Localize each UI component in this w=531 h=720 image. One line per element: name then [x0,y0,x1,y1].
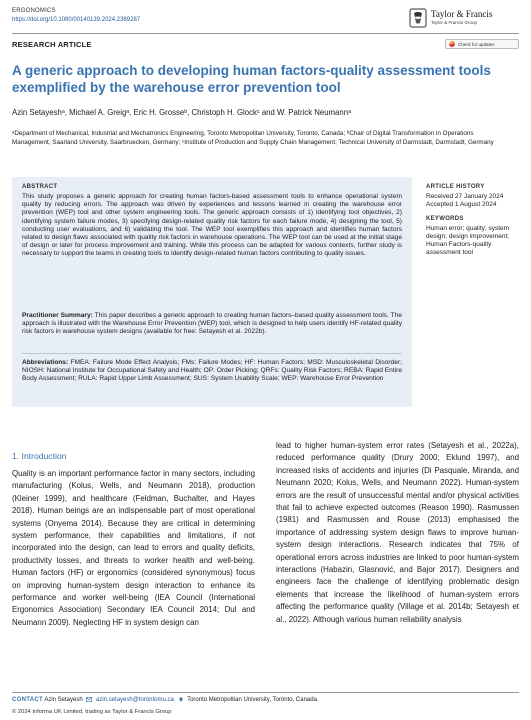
accepted-date: Accepted 1 August 2024 [426,201,497,208]
copyright: © 2024 Informa UK Limited, trading as Taylor & Francis Group [12,709,172,715]
location-icon [178,697,184,702]
contact-name: Azin Setayesh [44,697,83,704]
practitioner-text: This paper describes a generic approach to creating human factors–based quality assessment tools. The approach is illustrated with the Warehouse Error Prevention (WEP) tool, which is designed to help users identify HF-related quality risk factors in warehouse system designs (available for free: Setayesh et al. 2022b). [22,312,402,336]
publisher-logo [409,6,519,30]
check-updates-icon [449,41,455,47]
abstract-heading: ABSTRACT [22,184,58,190]
abbreviations-divider [22,353,402,354]
abbreviations-label: Abbreviations: [22,359,69,366]
article-history-heading: ARTICLE HISTORY [426,184,485,190]
doi-link[interactable]: https://doi.org/10.1080/00140139.2024.2389287 [12,17,141,23]
paper-title: A generic approach to developing human factors-quality assessment tools exemplified by the warehouse error prevention tool [12,63,491,95]
abbreviations [22,359,402,384]
practitioner-summary [22,312,402,337]
keywords-list: Human error; quality; system design; design improvement; Human Factors-quality assessment tool [426,225,510,256]
practitioner-label: Practitioner Summary: [22,312,93,319]
check-updates-label: Check for updates [458,41,495,47]
article-type: RESEARCH ARTICLE [12,40,92,49]
contact-label: CONTACT [12,697,43,704]
author-list: Azin Setayeshᵃ, Michael A. Greigᵃ, Eric H. Grosseᵇ, Christoph H. Glockᶜ and W. Patrick Neumannᵃ [12,108,351,117]
intro-right-column: lead to higher human-system error rates (Setayesh et al., 2022a), reduced performance quality (Drury 2000; Eklund 1997), and increased risks of accidents and injuries (Di Pasquale, Miranda, and Neumann 2020; Kolus, Wells, and Neumann 2022). Human-system errors are the result of unsuccessful mental and/or physical activities that fail to achieve expected outcomes (Reason 1990). Rasmussen (1981) and Rasmussen and Rouse (2013) emphasised the importance of addressing system design flaws to improve human-system design interactions. Research indicates that 75% of operational errors across industries are linked to poor human-system interactions (Habazin, Glasnović, and Bajor 2017). Designers and engineers face the challenge of identifying problematic design elements that increase the likelihood of human-system errors affecting the performance quality (Village et al. 2014b; Setayesh et al., 2022). Although various human reliability analysis [276,441,519,624]
taylor-francis-icon [409,8,427,28]
publisher-name: Taylor & Francis [431,9,493,19]
footer-divider [12,692,519,693]
abbreviations-text: FMEA: Failure Mode Effect Analysis; FMs: Failure Modes; HF: Human Factors; MSD: Musculoskeletal Disorder; NIOSH: National Institute for Occupational Safety and Health; OP: Order Picking; QRFs: Quality Risk Factors; REBA: Rapid Entire Body Assessment; RULA: Rapid Upper Limb Assessment; SUS: System Usability Scale; WEP: Warehouse Error Prevention [22,359,402,383]
received-date: Received 27 January 2024 [426,193,504,200]
email-icon [86,697,92,702]
check-updates-button[interactable] [445,39,519,49]
contact-line [12,697,319,703]
keywords-heading: KEYWORDS [426,216,464,222]
affiliations: ᵃDepartment of Mechanical, Industrial and Mechatronics Engineering, Toronto Metropolitan University, Toronto, Canada; ᵇChair of Digital Transformation in Operations Management, Saarland University, Saarbruecken, Germany; ᶜInstitute of Production and Supply Chain Management, Technical University of Darmstadt, Darmstadt, Germany [12,130,494,146]
contact-email[interactable]: azin.setayesh@torontomu.ca [96,697,174,704]
intro-left-column: Quality is an important performance factor in many sectors, including manufacturing (Kolus, Wells, and Neumann 2018), production (Kleiner 1999), and healthcare (Feldman, Buchalter, and Hayes 2018). Human beings are an indispensable part of most operational systems (Onyema 2014). Because they are critical in determining system performance, their capabilities and limitations, if not incorporated into the design, can lead to errors and quality deficits, productivity losses, and threats to worker health and well-being. Human factors (HF) or ergonomics (considered synonymous) focus on improving human-system design interaction to enhance its performance and worker well-being (IEA Council (International Ergonomics Association) Secondary IEA Council 2014; Dul and Neumann 2009). Neglecting HF in system design can [12,469,255,627]
section-heading-introduction: 1. Introduction [12,451,67,461]
publisher-sub: Taylor & Francis Group [431,20,478,25]
contact-address: Toronto Metropolitan University, Toronto, Canada. [187,697,319,704]
journal-name: ERGONOMICS [12,8,56,14]
abstract-text: This study proposes a generic approach for creating human factors-based assessment tools to enhance operational system quality by reducing errors. The approach was driven by experiences and lessons learned in creating the warehouse error prevention (WEP) tool and other system engineering tools. The generic approach consists of 1) identifying tool objectives, 2) identifying system failure modes, 3) specifying design-related quality risk factors for each failure mode, 4) designing the tool, 5) conducting user evaluations, and 6) validating the tool. The WEP tool exemplifies this approach and identifies human factors related to design flaws associated with quality risk factors in warehouse operations. The WEP tool can be used at the initial stage of design or later for process improvement and training. While this process can be adapted for various contexts, further study is necessary to support the teams in creating tools to identify design-related human factors contributing to quality issues. [22,193,402,258]
header-divider [12,33,519,34]
